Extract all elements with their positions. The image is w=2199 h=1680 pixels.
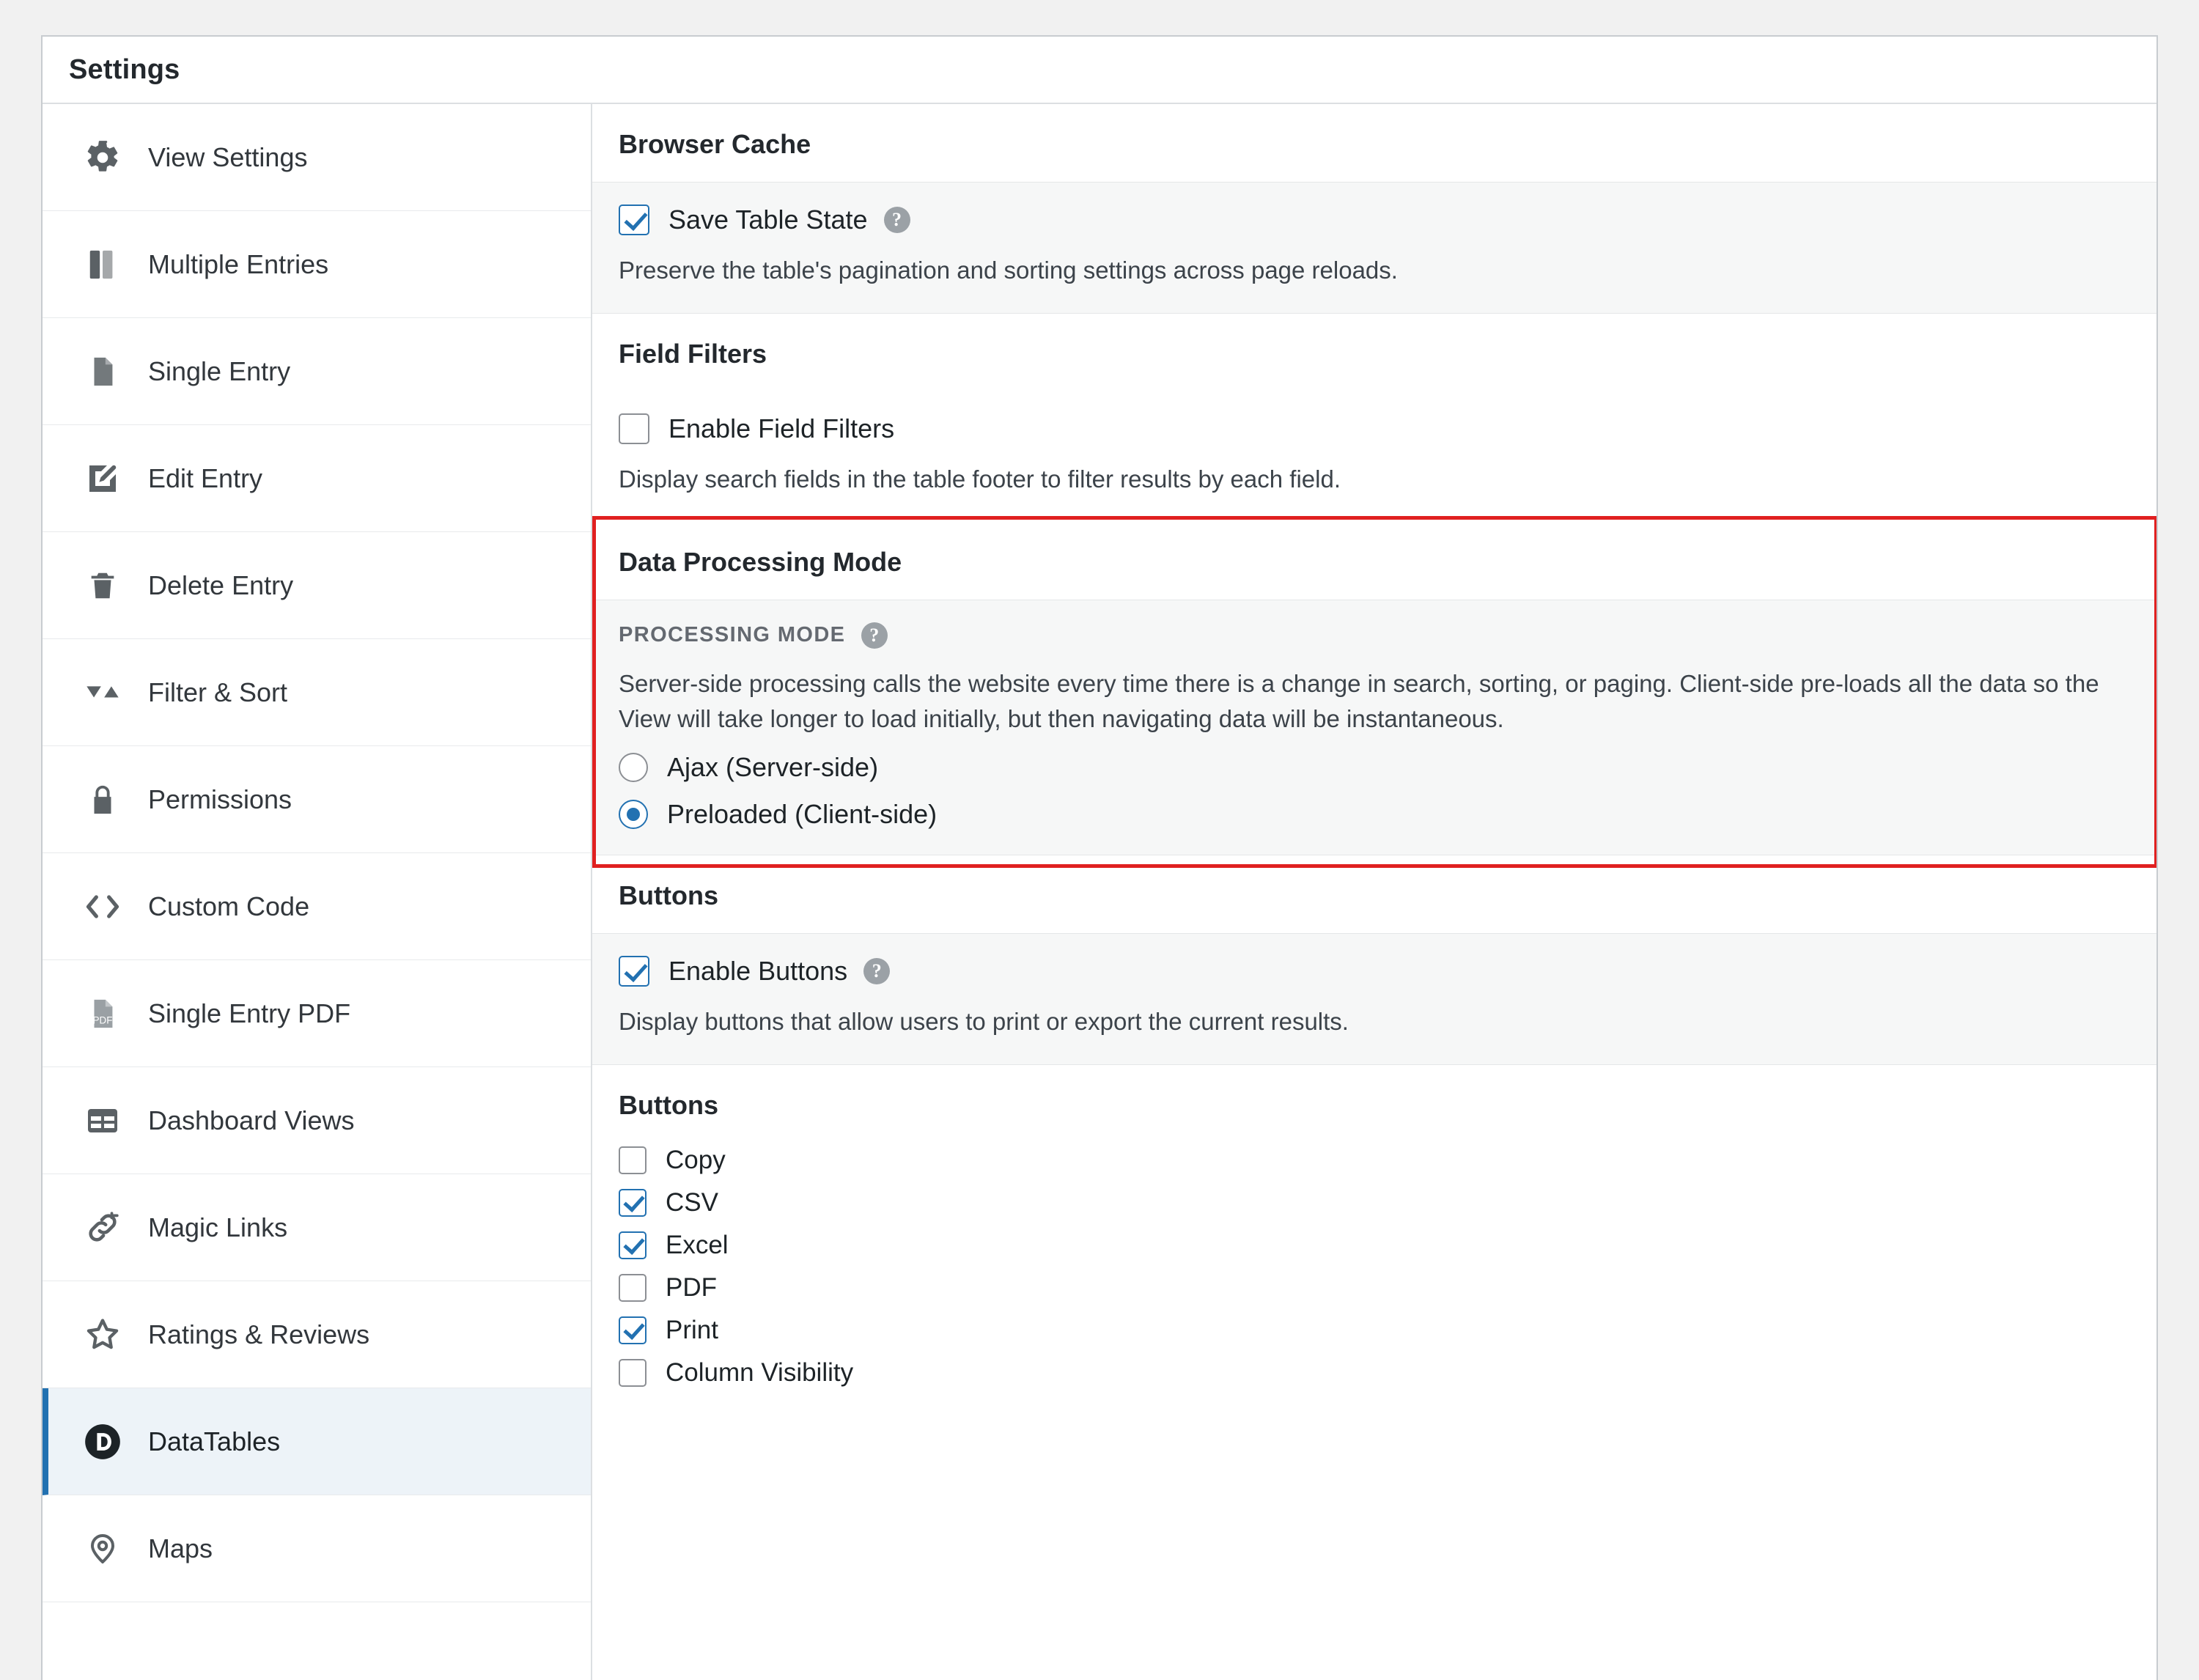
page-title: Settings xyxy=(69,54,180,85)
sidebar-item-edit-entry[interactable] xyxy=(43,425,591,532)
enable-field-filters-row xyxy=(619,413,2130,444)
data-processing-mode-block xyxy=(592,600,2156,856)
buttons-list-block xyxy=(592,1143,2156,1426)
settings-sidebar xyxy=(43,104,592,1680)
enable-buttons-row xyxy=(619,956,2130,987)
svg-text:PDF: PDF xyxy=(92,1014,113,1025)
sidebar-item-label: Dashboard Views xyxy=(148,1105,355,1135)
sidebar-item-delete-entry[interactable] xyxy=(43,532,591,639)
datatables-icon xyxy=(84,1423,122,1461)
sidebar-item-filter-sort[interactable] xyxy=(43,639,591,746)
code-icon xyxy=(84,888,122,926)
sidebar-item-label: DataTables xyxy=(148,1426,281,1456)
section-title-buttons-list: Buttons xyxy=(619,1090,718,1121)
button-option-column-visibility[interactable] xyxy=(619,1358,2130,1388)
sidebar-item-label: Delete Entry xyxy=(148,570,294,600)
button-option-pdf[interactable] xyxy=(619,1273,2130,1303)
button-option-print[interactable] xyxy=(619,1316,2130,1345)
column-visibility-label: Column Visibility xyxy=(666,1358,854,1388)
settings-panel xyxy=(41,35,2158,1680)
browser-cache-block xyxy=(592,182,2156,314)
save-table-state-checkbox[interactable] xyxy=(619,205,649,235)
sidebar-item-single-entry-pdf[interactable] xyxy=(43,960,591,1067)
excel-checkbox[interactable] xyxy=(619,1231,647,1259)
pencil-icon xyxy=(84,460,122,498)
enable-buttons-label: Enable Buttons xyxy=(668,956,848,987)
gear-icon xyxy=(84,139,122,177)
sidebar-item-label: Edit Entry xyxy=(148,463,263,493)
section-title-browser-cache: Browser Cache xyxy=(619,129,811,159)
copy-checkbox[interactable] xyxy=(619,1146,647,1174)
save-table-state-description: Preserve the table's pagination and sorting settings across page reloads. xyxy=(619,257,1398,284)
magic-link-icon xyxy=(84,1209,122,1247)
csv-label: CSV xyxy=(666,1188,718,1217)
processing-mode-sublabel-row xyxy=(619,622,2130,649)
settings-content xyxy=(592,104,2156,1680)
preloaded-radio[interactable] xyxy=(619,800,648,829)
save-table-state-row xyxy=(619,205,2130,235)
sidebar-item-label: Multiple Entries xyxy=(148,248,329,279)
sidebar-item-label: Maps xyxy=(148,1533,213,1563)
buttons-toggle-block xyxy=(592,933,2156,1065)
sidebar-item-custom-code[interactable] xyxy=(43,853,591,960)
print-checkbox[interactable] xyxy=(619,1316,647,1344)
enable-buttons-checkbox[interactable] xyxy=(619,956,649,987)
field-filters-block xyxy=(592,391,2156,522)
lock-icon xyxy=(84,781,122,819)
enable-field-filters-description: Display search fields in the table footer to filter results by each field. xyxy=(619,465,1341,493)
map-pin-icon xyxy=(84,1530,122,1568)
save-table-state-label: Save Table State xyxy=(668,205,868,235)
sidebar-item-ratings-reviews[interactable] xyxy=(43,1281,591,1388)
button-option-csv[interactable] xyxy=(619,1188,2130,1217)
excel-label: Excel xyxy=(666,1231,729,1260)
sidebar-item-label: Single Entry PDF xyxy=(148,998,351,1028)
sidebar-item-label: Single Entry xyxy=(148,355,291,386)
help-icon[interactable]: ? xyxy=(863,958,890,984)
processing-mode-option-ajax[interactable] xyxy=(619,752,2130,783)
section-title-buttons-toggle: Buttons xyxy=(619,880,718,911)
copy-icon xyxy=(84,246,122,284)
help-icon[interactable]: ? xyxy=(861,622,888,649)
processing-mode-description: Server-side processing calls the website every time there is a change in search, sorting, or paging. Client-side pre-loads all the data so the View will take longer to load initially, but then navigating data will be instantaneous. xyxy=(619,669,2099,732)
sidebar-item-label: Filter & Sort xyxy=(148,677,288,707)
page-icon xyxy=(84,353,122,391)
sidebar-item-label: Custom Code xyxy=(148,891,310,921)
button-option-excel[interactable] xyxy=(619,1231,2130,1260)
enable-field-filters-checkbox[interactable] xyxy=(619,413,649,444)
star-icon xyxy=(84,1316,122,1354)
dashboard-icon xyxy=(84,1102,122,1140)
ajax-radio-label: Ajax (Server-side) xyxy=(667,752,879,783)
sidebar-item-permissions[interactable] xyxy=(43,746,591,853)
sidebar-item-magic-links[interactable] xyxy=(43,1174,591,1281)
pdf-label: PDF xyxy=(666,1273,717,1303)
sidebar-item-maps[interactable] xyxy=(43,1495,591,1602)
pdf-checkbox[interactable] xyxy=(619,1274,647,1302)
section-title-field-filters: Field Filters xyxy=(619,338,767,369)
pdf-icon xyxy=(84,995,122,1033)
button-option-copy[interactable] xyxy=(619,1146,2130,1175)
column-visibility-checkbox[interactable] xyxy=(619,1359,647,1387)
section-title-data-processing-mode: Data Processing Mode xyxy=(619,546,902,577)
sidebar-item-view-settings[interactable] xyxy=(43,104,591,211)
preloaded-radio-label: Preloaded (Client-side) xyxy=(667,799,938,830)
panel-header xyxy=(43,37,2156,104)
processing-mode-option-preloaded[interactable] xyxy=(619,799,2130,830)
processing-mode-sublabel: PROCESSING MODE xyxy=(619,623,846,647)
panel-body xyxy=(43,104,2156,1680)
sidebar-item-dashboard-views[interactable] xyxy=(43,1067,591,1174)
csv-checkbox[interactable] xyxy=(619,1189,647,1217)
sidebar-item-single-entry[interactable] xyxy=(43,318,591,425)
sidebar-item-label: View Settings xyxy=(148,141,308,172)
trash-icon xyxy=(84,567,122,605)
sidebar-item-multiple-entries[interactable] xyxy=(43,211,591,318)
sort-icon xyxy=(84,674,122,712)
sidebar-item-label: Magic Links xyxy=(148,1212,288,1242)
help-icon[interactable]: ? xyxy=(884,207,910,233)
sidebar-item-label: Permissions xyxy=(148,784,292,814)
sidebar-item-label: Ratings & Reviews xyxy=(148,1319,370,1349)
copy-label: Copy xyxy=(666,1146,726,1175)
enable-buttons-description: Display buttons that allow users to print or export the current results. xyxy=(619,1008,1349,1036)
print-label: Print xyxy=(666,1316,718,1345)
enable-field-filters-label: Enable Field Filters xyxy=(668,413,895,443)
sidebar-item-datatables[interactable] xyxy=(43,1388,591,1495)
ajax-radio[interactable] xyxy=(619,753,648,782)
